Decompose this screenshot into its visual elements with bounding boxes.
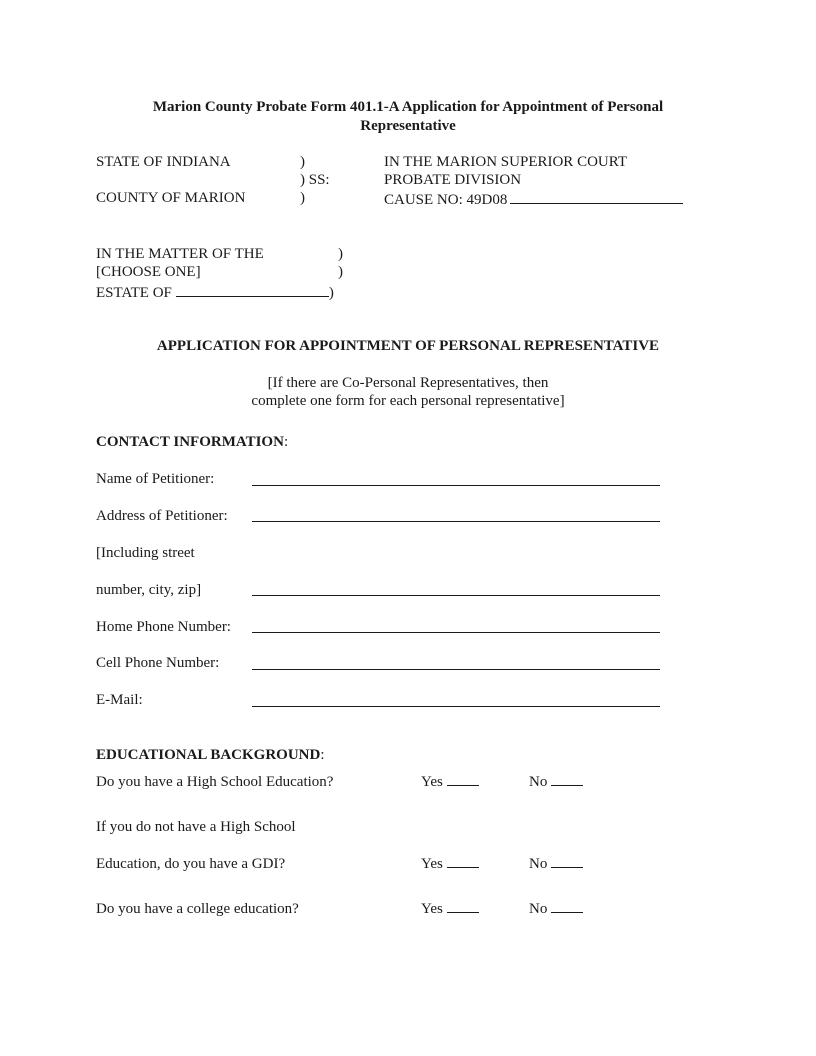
yes-label: Yes bbox=[421, 901, 443, 917]
high-school-no[interactable] bbox=[529, 773, 583, 791]
gdi-yes[interactable] bbox=[421, 855, 479, 873]
education-heading-text: EDUCATIONAL BACKGROUND bbox=[96, 747, 321, 763]
caption-paren-1: ) bbox=[300, 154, 305, 170]
estate-of-label: ESTATE OF bbox=[96, 285, 172, 301]
no-label: No bbox=[529, 901, 548, 917]
yes-blank[interactable] bbox=[447, 900, 479, 913]
question-high-school: Do you have a High School Education? bbox=[96, 774, 334, 790]
cell-phone-field[interactable] bbox=[252, 669, 660, 670]
high-school-yes[interactable] bbox=[421, 773, 479, 791]
question-college: Do you have a college education? bbox=[96, 901, 299, 917]
contact-heading bbox=[96, 433, 288, 451]
cause-number-label: CAUSE NO: 49D08 bbox=[384, 192, 508, 208]
home-phone-label: Home Phone Number: bbox=[96, 619, 231, 635]
yes-blank[interactable] bbox=[447, 773, 479, 786]
no-blank[interactable] bbox=[551, 773, 583, 786]
education-heading-colon: : bbox=[320, 747, 325, 763]
yes-label: Yes bbox=[421, 774, 443, 790]
no-blank[interactable] bbox=[551, 855, 583, 868]
caption-paren-3: ) bbox=[300, 190, 305, 206]
matter-choose-one[interactable]: [CHOOSE ONE] bbox=[96, 264, 201, 280]
contact-heading-text: CONTACT INFORMATION bbox=[96, 434, 284, 450]
no-label: No bbox=[529, 856, 548, 872]
county-label: COUNTY OF MARION bbox=[96, 190, 246, 206]
cause-number-field[interactable] bbox=[510, 189, 683, 204]
court-division: PROBATE DIVISION bbox=[384, 172, 522, 188]
email-label: E-Mail: bbox=[96, 692, 143, 708]
no-blank[interactable] bbox=[551, 900, 583, 913]
yes-blank[interactable] bbox=[447, 855, 479, 868]
address-field-2[interactable] bbox=[252, 595, 660, 596]
matter-paren-2: ) bbox=[338, 264, 343, 280]
estate-paren: ) bbox=[328, 285, 334, 301]
matter-paren-1: ) bbox=[338, 246, 343, 262]
no-label: No bbox=[529, 774, 548, 790]
address-label: Address of Petitioner: bbox=[96, 508, 228, 524]
yes-label: Yes bbox=[421, 856, 443, 872]
home-phone-field[interactable] bbox=[252, 632, 660, 633]
form-title-line1: Marion County Probate Form 401.1-A Application for Appointment of Personal bbox=[152, 99, 664, 115]
cause-number bbox=[384, 189, 683, 209]
instructions-line2: complete one form for each personal representative] bbox=[251, 393, 565, 409]
college-yes[interactable] bbox=[421, 900, 479, 918]
name-label: Name of Petitioner: bbox=[96, 471, 215, 487]
education-heading bbox=[96, 746, 325, 764]
address-field-1[interactable] bbox=[252, 521, 660, 522]
form-title-line2: Representative bbox=[360, 118, 456, 134]
main-heading: APPLICATION FOR APPOINTMENT OF PERSONAL REPRESENTATIVE bbox=[156, 338, 660, 354]
question-gdi-line1: If you do not have a High School bbox=[96, 819, 296, 835]
contact-heading-colon: : bbox=[283, 434, 289, 450]
state-label: STATE OF INDIANA bbox=[96, 154, 231, 170]
address-note-1: [Including street bbox=[96, 545, 195, 561]
gdi-no[interactable] bbox=[529, 855, 583, 873]
estate-of bbox=[96, 282, 334, 302]
estate-name-field[interactable] bbox=[176, 282, 329, 297]
court-name: IN THE MARION SUPERIOR COURT bbox=[384, 154, 628, 170]
college-no[interactable] bbox=[529, 900, 583, 918]
email-field[interactable] bbox=[252, 706, 660, 707]
instructions-line1: [If there are Co-Personal Representatives, then bbox=[267, 375, 549, 391]
name-field[interactable] bbox=[252, 485, 660, 486]
cell-phone-label: Cell Phone Number: bbox=[96, 655, 220, 671]
matter-line1: IN THE MATTER OF THE bbox=[96, 246, 264, 262]
question-gdi-line2: Education, do you have a GDI? bbox=[96, 856, 286, 872]
address-note-2: number, city, zip] bbox=[96, 582, 202, 598]
caption-paren-ss: ) SS: bbox=[300, 172, 330, 188]
